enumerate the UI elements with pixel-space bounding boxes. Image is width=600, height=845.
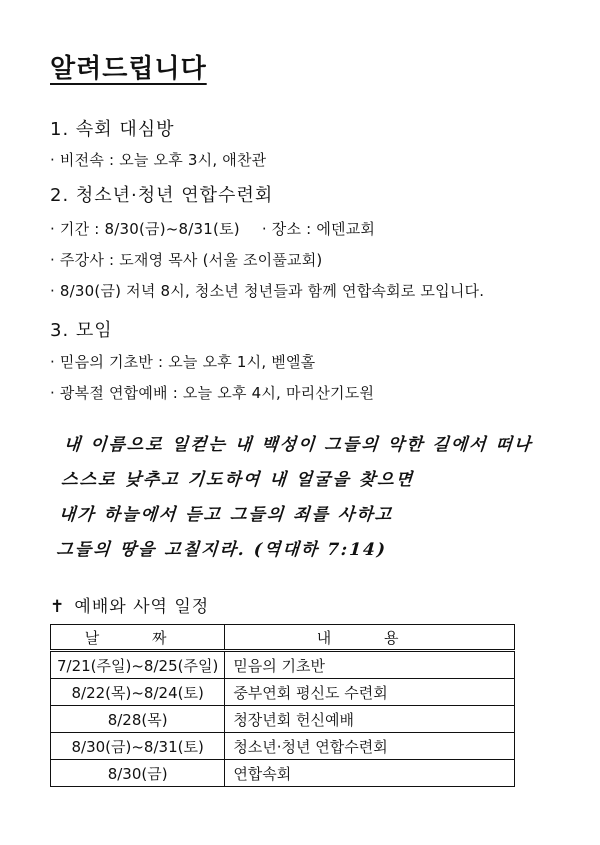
cross-icon: ✝	[50, 597, 66, 617]
section-2-line-period-place	[50, 218, 375, 239]
section-1-line-1: · 비전속 : 오늘 오후 3시, 애찬관	[50, 151, 267, 169]
section-heading-3: 3. 모임	[50, 320, 113, 341]
table-row	[51, 760, 515, 787]
schedule-title	[50, 592, 209, 617]
row-date: 8/30(금)	[51, 760, 225, 787]
bible-verse	[55, 428, 565, 568]
row-content: 믿음의 기초반	[225, 651, 515, 679]
table-row	[51, 733, 515, 760]
header-content: 내 용	[225, 625, 515, 651]
verse-line-2: 스스로 낮추고 기도하여 내 얼굴을 찾으면	[60, 470, 415, 490]
schedule-table	[50, 624, 515, 787]
row-date: 7/21(주일)~8/25(주일)	[51, 651, 225, 679]
row-content: 연합속회	[225, 760, 515, 787]
section-heading-2: 2. 청소년·청년 연합수련회	[50, 185, 274, 206]
section-3-line-1: · 믿음의 기초반 : 오늘 오후 1시, 벧엘홀	[50, 353, 316, 371]
row-date: 8/30(금)~8/31(토)	[51, 733, 225, 760]
row-content: 청소년·청년 연합수련회	[225, 733, 515, 760]
row-content: 청장년회 헌신예배	[225, 706, 515, 733]
schedule-title-text: 예배와 사역 일정	[74, 597, 210, 617]
table-header-row	[51, 625, 515, 651]
table-row	[51, 651, 515, 679]
row-content: 중부연회 평신도 수련회	[225, 679, 515, 706]
section-2-line-speaker: · 주강사 : 도재영 목사 (서울 조이풀교회)	[50, 251, 323, 269]
section-heading-1: 1. 속회 대심방	[50, 119, 175, 140]
header-date: 날 짜	[51, 625, 225, 651]
verse-line-3: 내가 하늘에서 듣고 그들의 죄를 사하고	[58, 505, 394, 525]
section-2-period: · 기간 : 8/30(금)~8/31(토)	[50, 220, 240, 238]
verse-line-4: 그들의 땅을 고칠지라. (역대하 7:14)	[55, 540, 388, 560]
page-title: 알려드립니다	[50, 54, 207, 84]
verse-line-1: 내 이름으로 일컫는 내 백성이 그들의 악한 길에서 떠나	[63, 435, 534, 455]
section-2-line-evening: · 8/30(금) 저녁 8시, 청소년 청년들과 함께 연합속회로 모입니다.	[50, 282, 485, 300]
table-row	[51, 706, 515, 733]
table-row	[51, 679, 515, 706]
section-2-place: · 장소 : 에덴교회	[261, 220, 376, 238]
row-date: 8/28(목)	[51, 706, 225, 733]
section-3-line-2: · 광복절 연합예배 : 오늘 오후 4시, 마리산기도원	[50, 384, 375, 402]
row-date: 8/22(목)~8/24(토)	[51, 679, 225, 706]
